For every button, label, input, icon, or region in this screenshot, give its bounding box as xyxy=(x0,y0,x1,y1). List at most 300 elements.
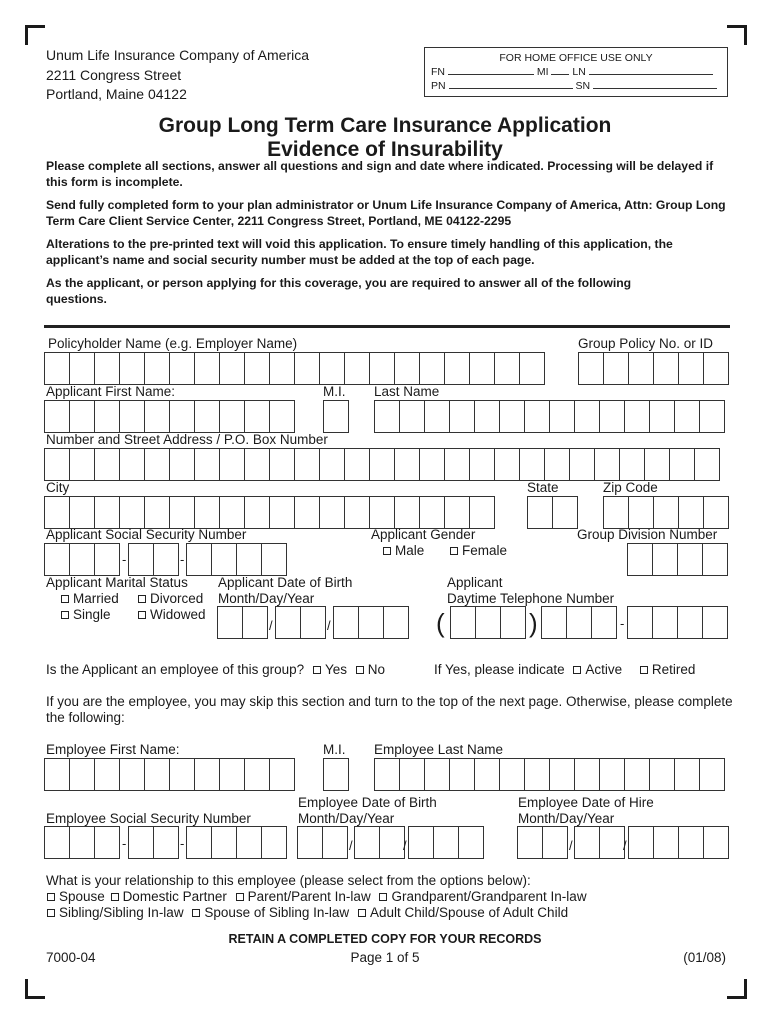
employee-dob-month-input[interactable] xyxy=(297,826,347,859)
character-box[interactable] xyxy=(678,352,704,385)
employee-question: Is the Applicant an employee of this group? xyxy=(46,662,305,677)
character-box[interactable] xyxy=(549,400,575,433)
active-checkbox[interactable] xyxy=(573,666,581,674)
character-box[interactable] xyxy=(519,448,545,481)
character-box[interactable] xyxy=(144,352,170,385)
character-box[interactable] xyxy=(358,606,384,639)
character-box[interactable] xyxy=(169,400,195,433)
character-box[interactable] xyxy=(323,400,349,433)
single-checkbox[interactable] xyxy=(61,611,69,619)
character-box[interactable] xyxy=(119,448,145,481)
marital-single-option[interactable]: Single xyxy=(60,607,111,622)
character-box[interactable] xyxy=(275,606,301,639)
if-yes-label: If Yes, please indicate xyxy=(434,662,565,677)
character-box[interactable] xyxy=(458,826,484,859)
instruction-alterations: Alterations to the pre-printed text will void this application. To ensure timely handling of this application, the applicant’s name and social security number must be added at the top of each page. xyxy=(46,237,673,267)
character-box[interactable] xyxy=(678,496,704,529)
character-box[interactable] xyxy=(544,448,570,481)
form-number: 7000-04 xyxy=(46,950,96,965)
character-box[interactable] xyxy=(94,826,120,859)
character-box[interactable] xyxy=(322,826,348,859)
character-box[interactable] xyxy=(300,606,326,639)
mi-label: M.I. xyxy=(323,384,346,399)
character-box[interactable] xyxy=(69,826,95,859)
character-box[interactable] xyxy=(69,543,95,576)
character-box[interactable] xyxy=(444,496,470,529)
character-box[interactable] xyxy=(217,606,243,639)
employee-dob-day-input[interactable] xyxy=(354,826,404,859)
character-box[interactable] xyxy=(374,400,400,433)
character-box[interactable] xyxy=(269,400,295,433)
employee-first-name-input[interactable] xyxy=(44,758,294,791)
character-box[interactable] xyxy=(500,606,526,639)
character-box[interactable] xyxy=(194,352,220,385)
character-box[interactable] xyxy=(169,448,195,481)
character-box[interactable] xyxy=(144,448,170,481)
character-box[interactable] xyxy=(44,543,70,576)
employee-ssn-dash-1: - xyxy=(122,836,127,851)
character-box[interactable] xyxy=(549,758,575,791)
character-box[interactable] xyxy=(433,826,459,859)
spouse-checkbox[interactable] xyxy=(47,893,55,901)
employee-doh-slash-1: / xyxy=(569,838,573,853)
office-sn-label: SN xyxy=(575,80,591,92)
character-box[interactable] xyxy=(474,400,500,433)
gender-label: Applicant Gender xyxy=(371,527,476,542)
dob-slash-1: / xyxy=(269,618,273,633)
character-box[interactable] xyxy=(542,826,568,859)
skip-instructions: If you are the employee, you may skip this section and turn to the top of the next page. Otherwise, please complete the following: xyxy=(46,694,733,725)
character-box[interactable] xyxy=(649,400,675,433)
group-policy-label: Group Policy No. or ID xyxy=(578,336,714,351)
character-box[interactable] xyxy=(369,496,395,529)
office-ln-label: LN xyxy=(572,66,586,78)
character-box[interactable] xyxy=(244,352,270,385)
character-box[interactable] xyxy=(519,352,545,385)
character-box[interactable] xyxy=(344,496,370,529)
office-sn-line[interactable] xyxy=(593,79,717,89)
dob-format-label: Month/Day/Year xyxy=(218,591,315,606)
character-box[interactable] xyxy=(474,758,500,791)
character-box[interactable] xyxy=(169,496,195,529)
phone-area-input[interactable] xyxy=(450,606,525,639)
character-box[interactable] xyxy=(552,496,578,529)
character-box[interactable] xyxy=(653,826,679,859)
last-name-label: Last Name xyxy=(374,384,440,399)
employee-dob-slash-1: / xyxy=(349,838,353,853)
character-box[interactable] xyxy=(652,543,678,576)
form-title: Group Long Term Care Insurance Application xyxy=(158,114,612,137)
adult-child-label: Adult Child/Spouse of Adult Child xyxy=(369,905,569,920)
phone-label-2: Daytime Telephone Number xyxy=(447,591,615,606)
character-box[interactable] xyxy=(44,352,70,385)
character-box[interactable] xyxy=(94,496,120,529)
corner-mark-bottom-left xyxy=(25,979,45,999)
character-box[interactable] xyxy=(517,826,543,859)
phone-open-paren: ( xyxy=(436,608,445,638)
no-checkbox[interactable] xyxy=(356,666,364,674)
retired-checkbox[interactable] xyxy=(640,666,648,674)
employee-dob-year-input[interactable] xyxy=(408,826,483,859)
ssn-label: Applicant Social Security Number xyxy=(46,527,247,542)
character-box[interactable] xyxy=(144,496,170,529)
character-box[interactable] xyxy=(194,400,220,433)
relationship-row-1 xyxy=(46,889,587,905)
character-box[interactable] xyxy=(699,400,725,433)
character-box[interactable] xyxy=(374,758,400,791)
character-box[interactable] xyxy=(619,448,645,481)
character-box[interactable] xyxy=(44,400,70,433)
company-street: 2211 Congress Street xyxy=(46,66,182,83)
yes-checkbox[interactable] xyxy=(313,666,321,674)
married-checkbox[interactable] xyxy=(61,595,69,603)
marital-widowed-option[interactable]: Widowed xyxy=(137,607,206,622)
character-box[interactable] xyxy=(394,496,420,529)
ssn-part3-input[interactable] xyxy=(186,543,286,576)
instruction-send: Send fully completed form to your plan administrator or Unum Life Insurance Company of America, Attn: Group Long Term Care Client Service Center, 2211 Congress Street, Portland, ME 04122-2295 xyxy=(46,198,726,228)
character-box[interactable] xyxy=(449,400,475,433)
gender-male-option[interactable]: Male xyxy=(382,543,424,558)
character-box[interactable] xyxy=(394,352,420,385)
character-box[interactable] xyxy=(591,606,617,639)
character-box[interactable] xyxy=(524,758,550,791)
employee-ssn-part1-input[interactable] xyxy=(44,826,119,859)
character-box[interactable] xyxy=(244,400,270,433)
dob-year-input[interactable] xyxy=(333,606,408,639)
parent-checkbox[interactable] xyxy=(236,893,244,901)
phone-close-paren: ) xyxy=(529,608,538,638)
character-box[interactable] xyxy=(94,448,120,481)
female-checkbox[interactable] xyxy=(450,547,458,555)
marital-divorced-option[interactable]: Divorced xyxy=(137,591,203,606)
character-box[interactable] xyxy=(653,352,679,385)
male-checkbox[interactable] xyxy=(383,547,391,555)
character-box[interactable] xyxy=(169,758,195,791)
character-box[interactable] xyxy=(294,496,320,529)
character-box[interactable] xyxy=(144,400,170,433)
character-box[interactable] xyxy=(379,826,405,859)
character-box[interactable] xyxy=(269,758,295,791)
character-box[interactable] xyxy=(369,352,395,385)
character-box[interactable] xyxy=(524,400,550,433)
character-box[interactable] xyxy=(294,352,320,385)
active-label: Active xyxy=(585,662,623,677)
character-box[interactable] xyxy=(399,758,425,791)
office-mi-line[interactable] xyxy=(551,65,569,75)
company-address xyxy=(46,46,309,105)
character-box[interactable] xyxy=(702,606,728,639)
state-input[interactable] xyxy=(527,496,577,529)
policyholder-input[interactable] xyxy=(44,352,544,385)
employee-doh-format: Month/Day/Year xyxy=(518,811,615,826)
character-box[interactable] xyxy=(628,352,654,385)
character-box[interactable] xyxy=(628,826,654,859)
phone-prefix-input[interactable] xyxy=(541,606,616,639)
character-box[interactable] xyxy=(169,352,195,385)
character-box[interactable] xyxy=(649,758,675,791)
dob-day-input[interactable] xyxy=(275,606,325,639)
yes-label: Yes xyxy=(324,662,347,677)
character-box[interactable] xyxy=(219,758,245,791)
character-box[interactable] xyxy=(674,400,700,433)
marital-married-option[interactable]: Married xyxy=(60,591,119,606)
character-box[interactable] xyxy=(44,826,70,859)
character-box[interactable] xyxy=(211,826,237,859)
character-box[interactable] xyxy=(69,352,95,385)
character-box[interactable] xyxy=(69,758,95,791)
office-ln-line[interactable] xyxy=(589,65,713,75)
character-box[interactable] xyxy=(627,543,653,576)
character-box[interactable] xyxy=(294,448,320,481)
address-input[interactable] xyxy=(44,448,719,481)
character-box[interactable] xyxy=(699,758,725,791)
employee-doh-month-input[interactable] xyxy=(517,826,567,859)
character-box[interactable] xyxy=(333,606,359,639)
character-box[interactable] xyxy=(242,606,268,639)
employee-ssn-part3-input[interactable] xyxy=(186,826,286,859)
office-pn-line[interactable] xyxy=(449,79,573,89)
zip-input[interactable] xyxy=(603,496,728,529)
widowed-checkbox[interactable] xyxy=(138,611,146,619)
page-number: Page 1 of 5 xyxy=(350,950,420,965)
instruction-complete: Please complete all sections, answer all questions and sign and date where indicated. Processing will be delayed if this form is incomplete. xyxy=(46,159,714,189)
character-box[interactable] xyxy=(574,826,600,859)
city-input[interactable] xyxy=(44,496,494,529)
character-box[interactable] xyxy=(702,543,728,576)
company-name: Unum Life Insurance Company of America xyxy=(46,47,310,63)
domestic-partner-checkbox[interactable] xyxy=(111,893,119,901)
form-date: (01/08) xyxy=(683,950,726,965)
character-box[interactable] xyxy=(153,826,179,859)
character-box[interactable] xyxy=(449,758,475,791)
character-box[interactable] xyxy=(399,400,425,433)
character-box[interactable] xyxy=(674,758,700,791)
character-box[interactable] xyxy=(219,400,245,433)
character-box[interactable] xyxy=(269,448,295,481)
character-box[interactable] xyxy=(574,400,600,433)
character-box[interactable] xyxy=(244,758,270,791)
character-box[interactable] xyxy=(419,448,445,481)
grandparent-checkbox[interactable] xyxy=(379,893,387,901)
character-box[interactable] xyxy=(44,758,70,791)
relationship-question: What is your relationship to this employee (please select from the options below): xyxy=(46,873,531,888)
character-box[interactable] xyxy=(128,826,154,859)
character-box[interactable] xyxy=(574,758,600,791)
character-box[interactable] xyxy=(383,606,409,639)
policyholder-label: Policyholder Name (e.g. Employer Name) xyxy=(48,336,298,351)
character-box[interactable] xyxy=(186,543,212,576)
character-box[interactable] xyxy=(628,496,654,529)
character-box[interactable] xyxy=(469,352,495,385)
employee-doh-day-input[interactable] xyxy=(574,826,624,859)
character-box[interactable] xyxy=(419,352,445,385)
division-input[interactable] xyxy=(627,543,727,576)
character-box[interactable] xyxy=(677,606,703,639)
employee-dob-slash-2: / xyxy=(403,838,407,853)
character-box[interactable] xyxy=(119,758,145,791)
group-policy-input[interactable] xyxy=(578,352,728,385)
character-box[interactable] xyxy=(469,448,495,481)
character-box[interactable] xyxy=(627,606,653,639)
character-box[interactable] xyxy=(703,826,729,859)
character-box[interactable] xyxy=(424,400,450,433)
character-box[interactable] xyxy=(408,826,434,859)
city-label: City xyxy=(46,480,70,495)
character-box[interactable] xyxy=(219,496,245,529)
character-box[interactable] xyxy=(69,400,95,433)
character-box[interactable] xyxy=(624,400,650,433)
character-box[interactable] xyxy=(603,352,629,385)
employee-ssn-part2-input[interactable] xyxy=(128,826,178,859)
gender-female-option[interactable]: Female xyxy=(449,543,507,558)
sibling-checkbox[interactable] xyxy=(47,909,55,917)
character-box[interactable] xyxy=(69,496,95,529)
character-box[interactable] xyxy=(236,826,262,859)
employee-last-name-input[interactable] xyxy=(374,758,724,791)
character-box[interactable] xyxy=(653,496,679,529)
character-box[interactable] xyxy=(599,826,625,859)
character-box[interactable] xyxy=(94,758,120,791)
office-pn-label: PN xyxy=(431,80,446,92)
first-name-label: Applicant First Name: xyxy=(46,384,176,399)
adult-child-checkbox[interactable] xyxy=(358,909,366,917)
character-box[interactable] xyxy=(578,352,604,385)
character-box[interactable] xyxy=(144,758,170,791)
character-box[interactable] xyxy=(344,352,370,385)
character-box[interactable] xyxy=(261,826,287,859)
corner-mark-top-right xyxy=(727,25,747,45)
character-box[interactable] xyxy=(269,352,295,385)
character-box[interactable] xyxy=(236,543,262,576)
character-box[interactable] xyxy=(119,352,145,385)
character-box[interactable] xyxy=(469,496,495,529)
no-label: No xyxy=(367,662,385,677)
corner-mark-bottom-right xyxy=(727,979,747,999)
ssn-part1-input[interactable] xyxy=(44,543,119,576)
character-box[interactable] xyxy=(323,758,349,791)
character-box[interactable] xyxy=(194,496,220,529)
character-box[interactable] xyxy=(603,496,629,529)
ssn-part2-input[interactable] xyxy=(128,543,178,576)
character-box[interactable] xyxy=(211,543,237,576)
office-mi-label: MI xyxy=(536,66,549,78)
form-subtitle: Evidence of Insurability xyxy=(267,138,503,161)
corner-mark-top-left xyxy=(25,25,45,45)
character-box[interactable] xyxy=(499,400,525,433)
ssn-dash-2: - xyxy=(180,552,185,567)
character-box[interactable] xyxy=(153,543,179,576)
character-box[interactable] xyxy=(94,400,120,433)
relationship-row-2 xyxy=(46,905,568,921)
character-box[interactable] xyxy=(219,448,245,481)
home-office-box xyxy=(424,47,728,97)
character-box[interactable] xyxy=(624,758,650,791)
employee-ssn-dash-2: - xyxy=(180,836,185,851)
dob-month-input[interactable] xyxy=(217,606,267,639)
character-box[interactable] xyxy=(475,606,501,639)
character-box[interactable] xyxy=(669,448,695,481)
character-box[interactable] xyxy=(566,606,592,639)
character-box[interactable] xyxy=(94,543,120,576)
last-name-input[interactable] xyxy=(374,400,724,433)
employee-status-row xyxy=(434,662,695,678)
character-box[interactable] xyxy=(119,400,145,433)
state-label: State xyxy=(527,480,559,495)
character-box[interactable] xyxy=(677,543,703,576)
character-box[interactable] xyxy=(541,606,567,639)
character-box[interactable] xyxy=(444,352,470,385)
character-box[interactable] xyxy=(599,758,625,791)
mi-input[interactable] xyxy=(323,400,348,433)
character-box[interactable] xyxy=(44,496,70,529)
spouse-of-sibling-checkbox[interactable] xyxy=(192,909,200,917)
character-box[interactable] xyxy=(494,352,520,385)
character-box[interactable] xyxy=(219,352,245,385)
character-box[interactable] xyxy=(44,448,70,481)
character-box[interactable] xyxy=(319,496,345,529)
retired-label: Retired xyxy=(651,662,696,677)
character-box[interactable] xyxy=(394,448,420,481)
employee-last-name-label: Employee Last Name xyxy=(374,742,504,757)
character-box[interactable] xyxy=(319,448,345,481)
character-box[interactable] xyxy=(369,448,395,481)
character-box[interactable] xyxy=(703,352,729,385)
employee-ssn-label: Employee Social Security Number xyxy=(46,811,251,826)
character-box[interactable] xyxy=(194,448,220,481)
character-box[interactable] xyxy=(599,400,625,433)
character-box[interactable] xyxy=(269,496,295,529)
character-box[interactable] xyxy=(194,758,220,791)
character-box[interactable] xyxy=(652,606,678,639)
character-box[interactable] xyxy=(297,826,323,859)
character-box[interactable] xyxy=(594,448,620,481)
character-box[interactable] xyxy=(450,606,476,639)
character-box[interactable] xyxy=(569,448,595,481)
character-box[interactable] xyxy=(644,448,670,481)
character-box[interactable] xyxy=(703,496,729,529)
character-box[interactable] xyxy=(186,826,212,859)
divorced-checkbox[interactable] xyxy=(138,595,146,603)
character-box[interactable] xyxy=(424,758,450,791)
character-box[interactable] xyxy=(678,826,704,859)
office-fn-line[interactable] xyxy=(448,65,534,75)
character-box[interactable] xyxy=(527,496,553,529)
character-box[interactable] xyxy=(94,352,120,385)
character-box[interactable] xyxy=(261,543,287,576)
character-box[interactable] xyxy=(119,496,145,529)
character-box[interactable] xyxy=(244,496,270,529)
character-box[interactable] xyxy=(499,758,525,791)
employee-question-row xyxy=(46,662,385,678)
character-box[interactable] xyxy=(444,448,470,481)
character-box[interactable] xyxy=(344,448,370,481)
character-box[interactable] xyxy=(128,543,154,576)
character-box[interactable] xyxy=(494,448,520,481)
grandparent-label: Grandparent/Grandparent In-law xyxy=(391,889,587,904)
character-box[interactable] xyxy=(354,826,380,859)
phone-line-input[interactable] xyxy=(627,606,727,639)
first-name-input[interactable] xyxy=(44,400,294,433)
character-box[interactable] xyxy=(69,448,95,481)
character-box[interactable] xyxy=(694,448,720,481)
character-box[interactable] xyxy=(319,352,345,385)
character-box[interactable] xyxy=(244,448,270,481)
office-heading: FOR HOME OFFICE USE ONLY xyxy=(499,52,653,64)
employee-mi-input[interactable] xyxy=(323,758,348,791)
employee-dob-label: Employee Date of Birth xyxy=(298,795,437,810)
character-box[interactable] xyxy=(419,496,445,529)
employee-doh-year-input[interactable] xyxy=(628,826,728,859)
